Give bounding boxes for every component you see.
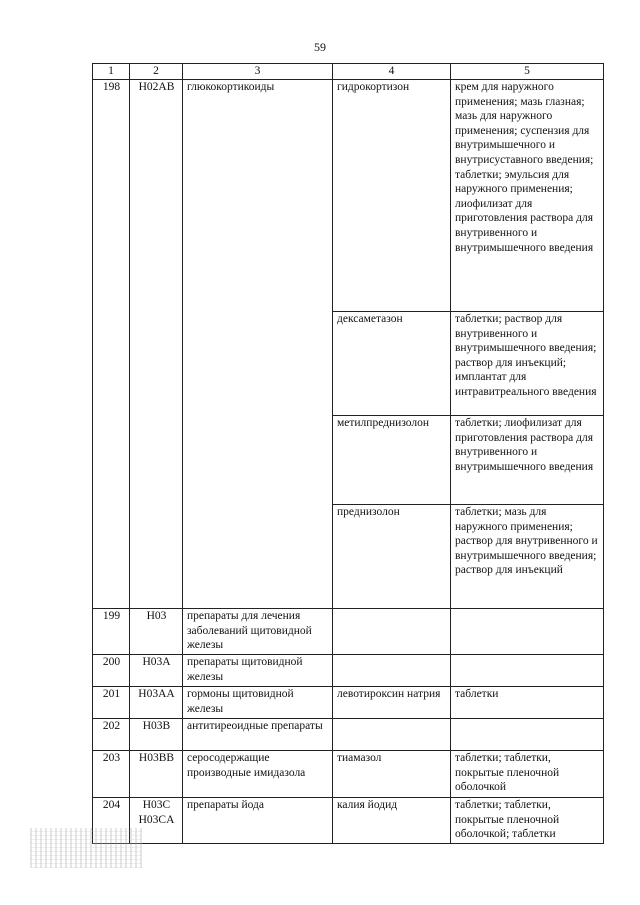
dosage-forms: таблетки; таблетки, покрытые пленочной оболочкой <box>451 751 604 798</box>
drug-name: преднизолон <box>333 505 451 609</box>
dosage-forms <box>451 609 604 655</box>
row-number: 202 <box>93 719 130 751</box>
row-number: 204 <box>93 798 130 844</box>
drug-name: тиамазол <box>333 751 451 798</box>
row-number: 200 <box>93 655 130 687</box>
column-header-5: 5 <box>451 64 604 80</box>
pharmacological-group: препараты для лечения заболеваний щитовидной железы <box>183 609 333 655</box>
dosage-forms: таблетки; лиофилизат для приготовления раствора для внутривенного и внутримышечного введения <box>451 416 604 505</box>
drug-name: дексаметазон <box>333 312 451 416</box>
table-row <box>93 719 604 751</box>
table-row <box>93 798 604 844</box>
dosage-forms: таблетки; таблетки, покрытые пленочной оболочкой; таблетки <box>451 798 604 844</box>
pharmacological-group: глюкокортикоиды <box>183 80 333 609</box>
table-row <box>93 609 604 655</box>
column-header-3: 3 <box>183 64 333 80</box>
table-row <box>93 751 604 798</box>
page-number: 59 <box>314 40 326 54</box>
column-header-4: 4 <box>333 64 451 80</box>
drug-list-table <box>92 63 604 844</box>
table-row <box>93 655 604 687</box>
row-number: 198 <box>93 80 130 609</box>
column-header-2: 2 <box>130 64 183 80</box>
dosage-forms: крем для наружного применения; мазь глазная; мазь для наружного применения; суспензия для внутримышечного и внутрисуставного введения; таблетки; эмульсия для наружного применения; лиофилизат для приготовления раствора для внутривенного и внутримышечного введения <box>451 80 604 312</box>
drug-name: левотироксин натрия <box>333 687 451 719</box>
pharmacological-group: препараты йода <box>183 798 333 844</box>
pharmacological-group: серосодержащие производные имидазола <box>183 751 333 798</box>
pharmacological-group: препараты щитовидной железы <box>183 655 333 687</box>
table-row <box>93 80 604 312</box>
dosage-forms: таблетки; раствор для внутривенного и внутримышечного введения; раствор для инъекций; имплантат для интравитреального введения <box>451 312 604 416</box>
drug-name <box>333 609 451 655</box>
dosage-forms: таблетки; мазь для наружного применения; раствор для внутривенного и внутримышечного введения; раствор для инъекций <box>451 505 604 609</box>
atc-code: H03AA <box>130 687 183 719</box>
pharmacological-group: антитиреоидные препараты <box>183 719 333 751</box>
atc-code: H03 <box>130 609 183 655</box>
dosage-forms <box>451 719 604 751</box>
drug-name: калия йодид <box>333 798 451 844</box>
atc-code: H03BB <box>130 751 183 798</box>
atc-code: H03A <box>130 655 183 687</box>
drug-name <box>333 719 451 751</box>
pharmacological-group: гормоны щитовидной железы <box>183 687 333 719</box>
atc-code: H03C H03CA <box>130 798 183 844</box>
dosage-forms: таблетки <box>451 687 604 719</box>
atc-code: H03B <box>130 719 183 751</box>
table-row <box>93 687 604 719</box>
table-header-row <box>93 64 604 80</box>
row-number: 201 <box>93 687 130 719</box>
drug-name: гидрокортизон <box>333 80 451 312</box>
drug-name: метилпреднизолон <box>333 416 451 505</box>
row-number: 203 <box>93 751 130 798</box>
column-header-1: 1 <box>93 64 130 80</box>
drug-name <box>333 655 451 687</box>
dosage-forms <box>451 655 604 687</box>
atc-code: H02AB <box>130 80 183 609</box>
row-number: 199 <box>93 609 130 655</box>
faded-stamp <box>30 828 142 868</box>
